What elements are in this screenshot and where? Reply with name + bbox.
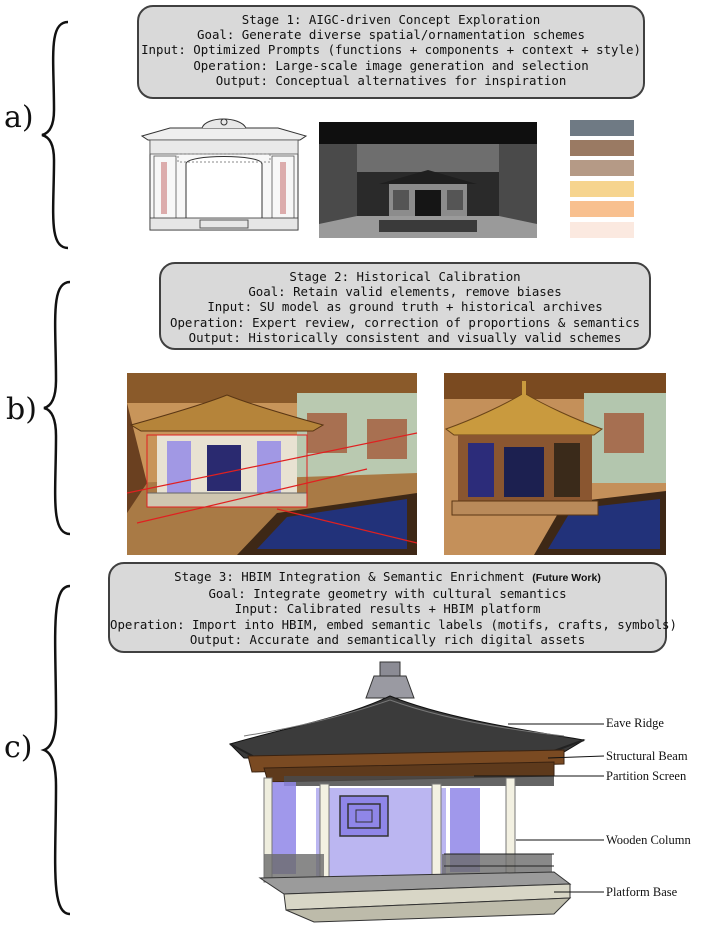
stage-1-title: Stage 1: AIGC-driven Concept Exploration [241, 12, 541, 27]
brace-a [40, 20, 70, 250]
callout-eave-ridge: Eave Ridge [606, 716, 664, 730]
stage-2-output: Output: Historically consistent and visually valid schemes [188, 329, 622, 345]
callout-partition-screen: Partition Screen [606, 769, 687, 783]
brace-b [42, 280, 72, 536]
brace-c [42, 584, 72, 916]
callout-structural-beam: Structural Beam [606, 749, 688, 763]
concept-grayscale-interior [319, 122, 537, 238]
stage-3-input: Input: Calibrated results + HBIM platform [234, 601, 541, 617]
palette-swatch-1 [570, 120, 634, 136]
future-work-note: (Future Work) [532, 572, 601, 584]
palette-swatch-3 [570, 160, 634, 176]
stage-1-input: Input: Optimized Prompts (functions + components + context + style) [141, 42, 641, 58]
calibration-overlay-render [127, 373, 417, 555]
stage-1-output: Output: Conceptual alternatives for inspiration [215, 72, 567, 88]
section-label-a: a) [4, 100, 34, 135]
stage-3-title [110, 569, 665, 586]
stage-3-output: Output: Accurate and semantically rich digital assets [189, 631, 586, 647]
palette-swatch-4 [570, 181, 634, 197]
section-label-b: b) [6, 392, 37, 427]
callout-wooden-column: Wooden Column [606, 833, 691, 847]
stage-3-title-text: Stage 3: HBIM Integration & Semantic Enrichment [174, 569, 525, 584]
stage-3-operation: Operation: Import into HBIM, embed semantic labels (motifs, crafts, symbols) [110, 616, 677, 632]
calibration-final-render [444, 373, 666, 555]
stage-1-box [137, 5, 645, 99]
palette-swatch-2 [570, 140, 634, 156]
stage-2-goal: Goal: Retain valid elements, remove biases [248, 284, 562, 300]
stage-2-operation: Operation: Expert review, correction of proportions & semantics [170, 314, 640, 330]
hbim-pavilion-model [224, 658, 604, 936]
palette-swatch-5 [570, 201, 634, 217]
palette-swatch-6 [570, 222, 634, 238]
stage-3-box [108, 562, 677, 653]
callout-platform-base: Platform Base [606, 885, 678, 899]
concept-line-drawing [140, 114, 308, 236]
stage-1-goal: Goal: Generate diverse spatial/ornamentation schemes [197, 27, 585, 43]
stage-2-box [159, 262, 651, 350]
stage-2-title: Stage 2: Historical Calibration [289, 269, 521, 284]
stage-2-input: Input: SU model as ground truth + historical archives [207, 299, 603, 315]
stage-3-goal: Goal: Integrate geometry with cultural semantics [208, 586, 567, 602]
stage-1-operation: Operation: Large-scale image generation and selection [193, 57, 589, 73]
section-label-c: c) [4, 730, 33, 765]
